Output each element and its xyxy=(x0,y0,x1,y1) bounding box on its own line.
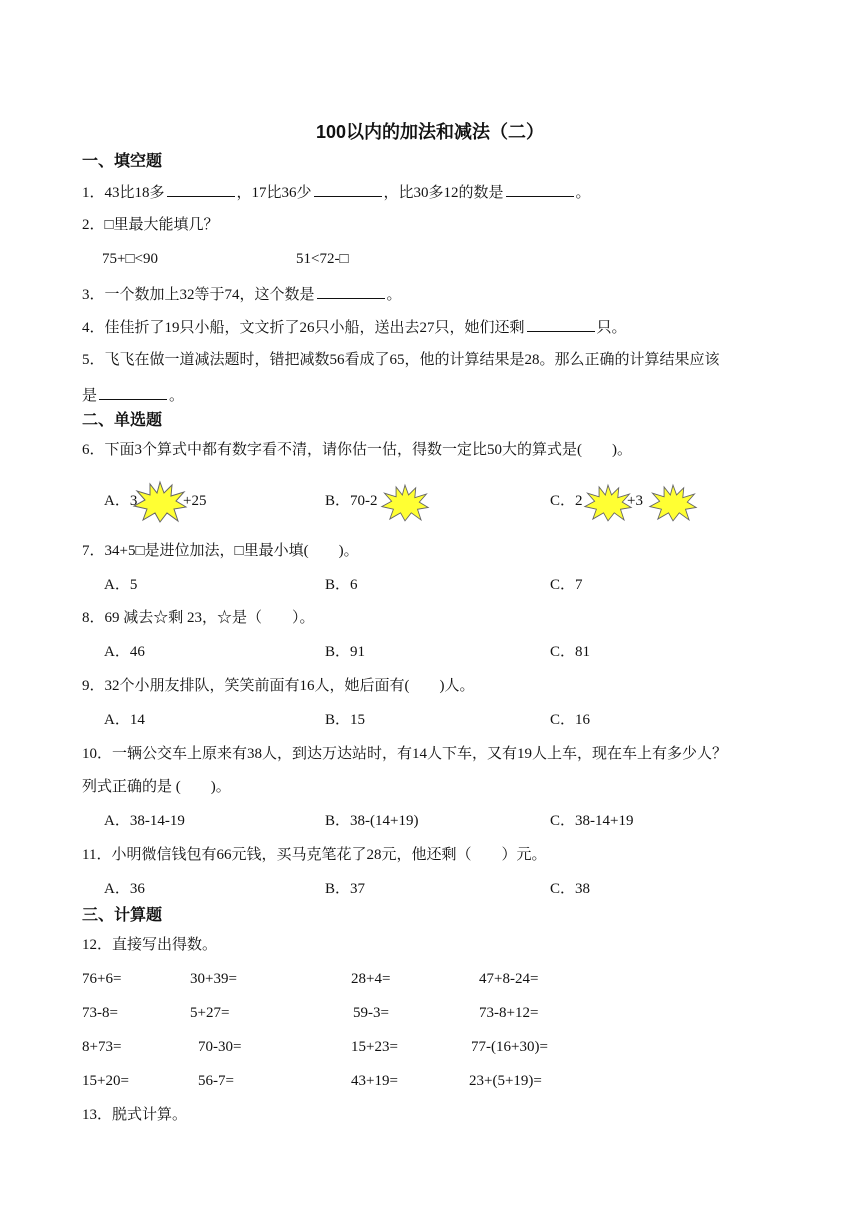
question-10-option-b[interactable]: B．38-(14+19) xyxy=(325,813,419,829)
question-11-stem: 11．小明微信钱包有66元钱，买马克笔花了28元，他还剩（ ）元。 xyxy=(82,847,547,863)
question-3: 3．一个数加上32等于74，这个数是 。 xyxy=(82,283,402,305)
star-icon xyxy=(583,482,633,524)
calc-item: 56-7= xyxy=(198,1073,234,1089)
calc-item: 15+20= xyxy=(82,1073,129,1089)
question-11-option-b[interactable]: B．37 xyxy=(325,881,366,897)
question-4: 4．佳佳折了19只小船，文文折了26只小船，送出去27只，她们还剩 只。 xyxy=(82,316,627,338)
question-11-option-a[interactable]: A．36 xyxy=(104,881,145,897)
calc-item: 73-8+12= xyxy=(479,1005,539,1021)
calc-item: 73-8= xyxy=(82,1005,118,1021)
question-2-expr-1: 75+□<90 xyxy=(102,251,158,267)
question-10-line-1: 10．一辆公交车上原来有38人，到达万达站时，有14人下车，又有19人上车，现在车上有多少人？ xyxy=(82,746,728,762)
calc-item: 59-3= xyxy=(353,1005,389,1021)
calc-item: 28+4= xyxy=(351,971,391,987)
star-icon xyxy=(648,482,698,524)
calc-item: 47+8-24= xyxy=(479,971,539,987)
question-7-stem: 7．34+5□是进位加法，□里最小填( )。 xyxy=(82,543,359,559)
question-8-option-b[interactable]: B．91 xyxy=(325,644,366,660)
question-7-option-a[interactable]: A．5 xyxy=(104,577,138,593)
star-icon xyxy=(132,480,188,524)
question-9-stem: 9．32个小朋友排队，笑笑前面有16人，她后面有( )人。 xyxy=(82,678,475,694)
calc-item: 77-(16+30)= xyxy=(471,1039,548,1055)
page-title: 100以内的加法和减法（二） xyxy=(315,122,545,142)
calc-item: 15+23= xyxy=(351,1039,398,1055)
question-6-stem: 6．下面3个算式中都有数字看不清，请你估一估，得数一定比50大的算式是( )。 xyxy=(82,442,632,458)
star-icon xyxy=(380,482,430,524)
section-fill-blank-heading: 一、填空题 xyxy=(82,153,163,170)
calc-item: 5+27= xyxy=(190,1005,230,1021)
calc-item: 30+39= xyxy=(190,971,237,987)
question-5-line-2: 是 。 xyxy=(82,384,184,406)
question-2-stem: 2．□里最大能填几？ xyxy=(82,217,219,233)
question-9-option-a[interactable]: A．14 xyxy=(104,712,145,728)
question-10-line-2: 列式正确的是 ( )。 xyxy=(82,779,231,795)
section-calculation-heading: 三、计算题 xyxy=(82,907,163,924)
question-1: 1．43比18多 ，17比36少 ，比30多12的数是 。 xyxy=(82,181,591,203)
question-6-option-a-left[interactable]: A．3 xyxy=(104,493,138,509)
calc-item: 76+6= xyxy=(82,971,122,987)
question-8-option-a[interactable]: A．46 xyxy=(104,644,145,660)
question-9-option-b[interactable]: B．15 xyxy=(325,712,366,728)
answer-blank[interactable] xyxy=(99,384,167,400)
question-6-option-a-right[interactable]: +25 xyxy=(183,493,207,509)
section-single-choice-heading: 二、单选题 xyxy=(82,412,163,429)
question-10-option-c[interactable]: C．38-14+19 xyxy=(550,813,634,829)
answer-blank[interactable] xyxy=(527,316,595,332)
calc-item: 8+73= xyxy=(82,1039,122,1055)
question-6-option-c-left[interactable]: C．2 xyxy=(550,493,583,509)
question-9-option-c[interactable]: C．16 xyxy=(550,712,591,728)
question-10-option-a[interactable]: A．38-14-19 xyxy=(104,813,185,829)
question-11-option-c[interactable]: C．38 xyxy=(550,881,591,897)
question-13-stem: 13．脱式计算。 xyxy=(82,1107,188,1123)
question-7-option-b[interactable]: B．6 xyxy=(325,577,358,593)
answer-blank[interactable] xyxy=(167,181,235,197)
question-2-expr-2: 51<72-□ xyxy=(296,251,349,267)
question-8-stem: 8．69 减去☆剩 23，☆是（ ）。 xyxy=(82,610,315,626)
question-5-line-1: 5．飞飞在做一道减法题时，错把减数56看成了65，他的计算结果是28。那么正确的计算结果应该 xyxy=(82,352,720,368)
question-6-option-c-right[interactable]: +3 xyxy=(627,493,643,509)
calc-item: 70-30= xyxy=(198,1039,242,1055)
question-7-option-c[interactable]: C．7 xyxy=(550,577,583,593)
question-12-stem: 12．直接写出得数。 xyxy=(82,937,218,953)
question-8-option-c[interactable]: C．81 xyxy=(550,644,591,660)
calc-item: 43+19= xyxy=(351,1073,398,1089)
question-6-option-b[interactable]: B．70-2 xyxy=(325,493,378,509)
answer-blank[interactable] xyxy=(314,181,382,197)
calc-item: 23+(5+19)= xyxy=(469,1073,542,1089)
answer-blank[interactable] xyxy=(506,181,574,197)
answer-blank[interactable] xyxy=(317,283,385,299)
